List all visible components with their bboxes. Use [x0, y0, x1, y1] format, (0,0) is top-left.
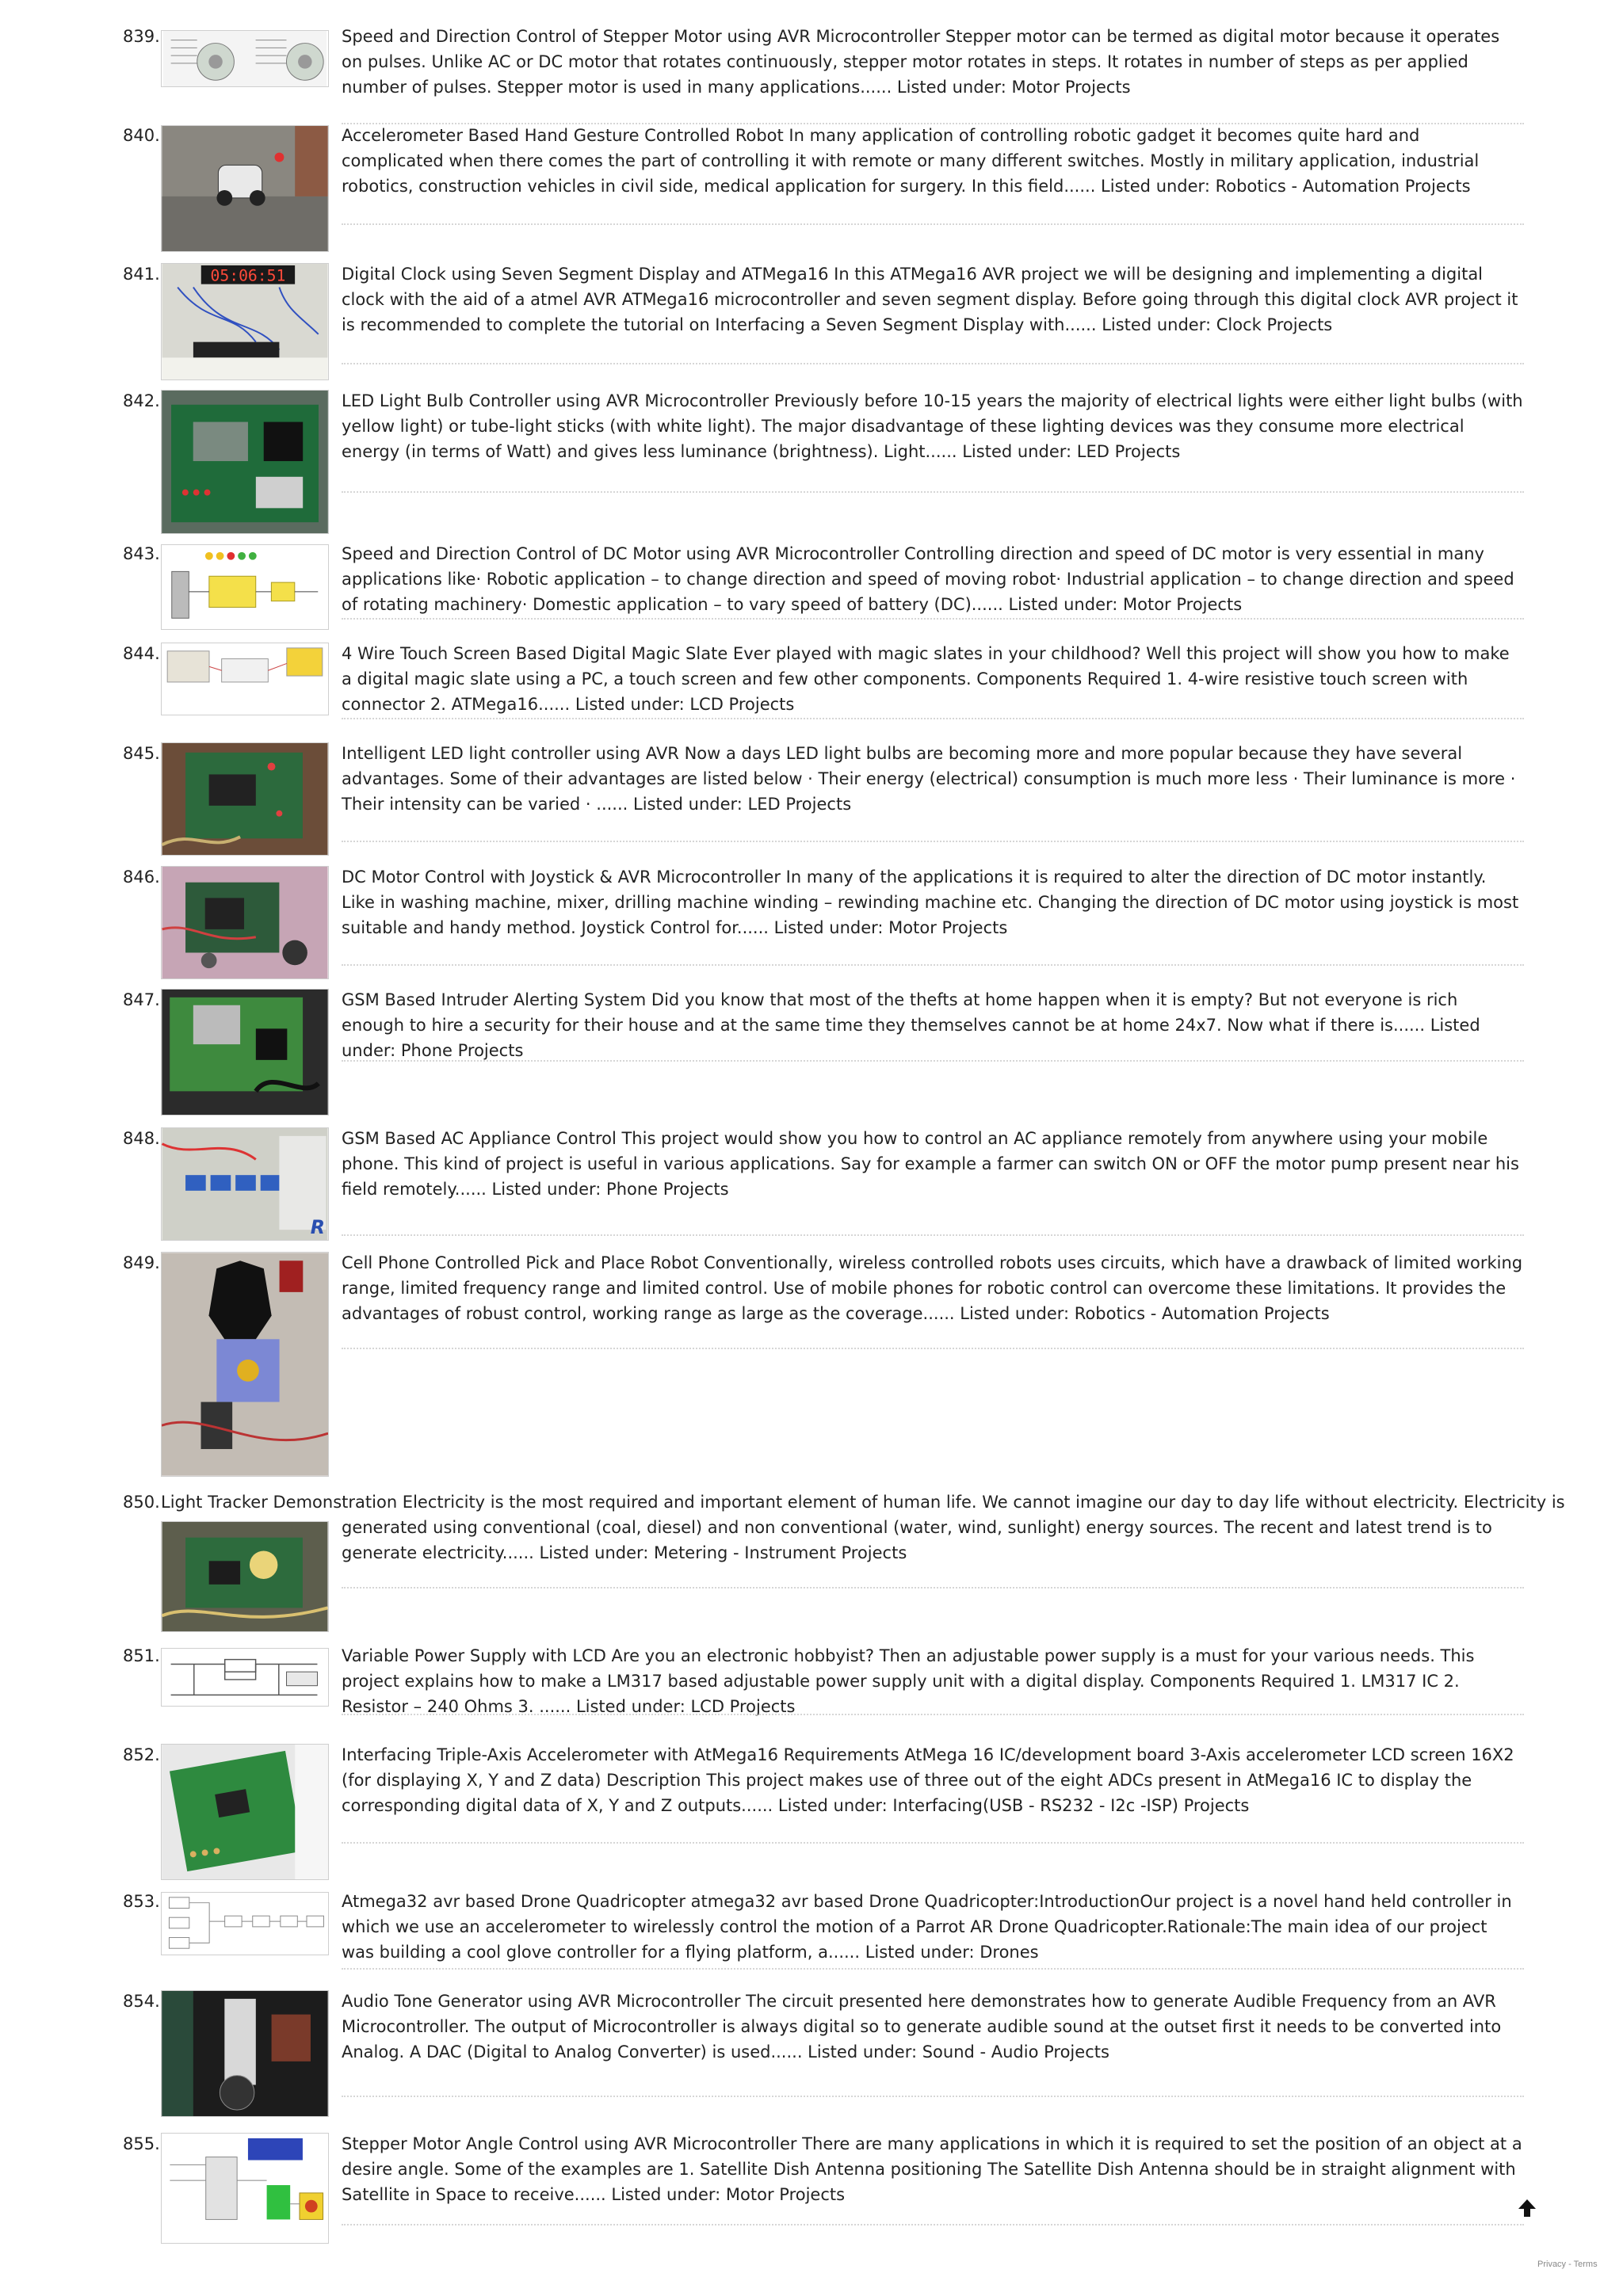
entry-number: 852.	[123, 1745, 160, 1764]
separator	[342, 1060, 1524, 1062]
entry-description[interactable]: DC Motor Control with Joystick & AVR Microcontroller In many of the applications it is required to alter the direction of DC motor instantly. Like in washing machine, mixer, drilling machine winding – rewinding machine etc. Changing the direction of DC motor using joystick is most suitable and handy method. Joystick Control for...... Listed under: Motor Projects	[342, 868, 1519, 937]
accelerometer-board-illustration	[162, 1745, 328, 1879]
thumbnail-image[interactable]	[161, 1744, 329, 1880]
power-schematic-illustration	[162, 1649, 328, 1706]
entry-description[interactable]: Atmega32 avr based Drone Quadricopter atmega32 avr based Drone Quadricopter:IntroductionOur project is a novel hand held controller in which we use an accelerometer to wirelessly control the motion of a Parrot AR Drone Quadricopter.Rationale:The main idea of our project was building a cool glove controller for a flying platform, a...... Listed under: Drones	[342, 1892, 1512, 1962]
thumbnail-image[interactable]	[161, 1648, 329, 1707]
separator	[342, 223, 1524, 225]
entry-number: 848.	[123, 1129, 160, 1148]
entry-number: 851.	[123, 1646, 160, 1665]
separator	[342, 1842, 1524, 1844]
entry-number: 846.	[123, 868, 160, 887]
thumbnail-image[interactable]	[161, 2133, 329, 2244]
footer-links[interactable]: Privacy - Terms	[1537, 2260, 1598, 2269]
separator	[342, 1587, 1524, 1589]
entry-description[interactable]: LED Light Bulb Controller using AVR Microcontroller Previously before 10-15 years the majority of electrical lights were either light bulbs (with yellow light) or tube-light sticks (with white light). The major disadvantage of these lighting devices was they consume more electrical energy (in terms of Watt) and gives less luminance (brightness). Light...... Listed under: LED Projects	[342, 391, 1523, 461]
separator	[342, 1714, 1524, 1715]
entry-description[interactable]: Intelligent LED light controller using AVR Now a days LED light bulbs are becoming more and more popular because they have several advantages. Some of their advantages are listed below · Their energy (electrical) consumption is much more less · Their luminance is more · Their intensity can be varied · ...... Listed under: LED Projects	[342, 744, 1516, 814]
thumbnail-image[interactable]	[161, 866, 329, 979]
entry-number: 854.	[123, 1992, 160, 2011]
entry-number: 847.	[123, 990, 160, 1009]
entry-title-inline[interactable]: Light Tracker Demonstration Electricity is the most required and important element of human life. We cannot imagine our day to day life without electricity. Electricity is	[161, 1493, 1565, 1512]
entry-description[interactable]: Accelerometer Based Hand Gesture Controlled Robot In many application of controlling robotic gadget it becomes quite hard and complicated when there comes the part of controlling it with remote or many different switches. Mostly in military application, industrial robotics, construction vehicles in civil side, medical application for surgery. In this field...... Listed under: Robotics - Automation Projects	[342, 126, 1480, 196]
thumbnail-image[interactable]	[161, 125, 329, 252]
separator	[342, 1234, 1524, 1236]
entry-number: 839.	[123, 27, 160, 46]
entry-number: 845.	[123, 744, 160, 763]
thumbnail-image[interactable]	[161, 263, 329, 380]
separator	[342, 491, 1524, 493]
entry-description[interactable]: GSM Based AC Appliance Control This project would show you how to control an AC appliance remotely from anywhere using your mobile phone. This kind of project is useful in various applications. Say for example a farmer can switch ON or OFF the motor pump present near his field remotely...... Listed under: Phone Projects	[342, 1129, 1519, 1199]
dev-board-illustration	[162, 391, 328, 533]
separator	[342, 2096, 1524, 2097]
dc-motor-diagram-illustration	[162, 545, 328, 629]
thumbnail-image[interactable]	[161, 390, 329, 534]
thumbnail-image[interactable]	[161, 30, 329, 87]
light-tracker-illustration	[162, 1522, 328, 1631]
thumbnail-image[interactable]	[161, 544, 329, 630]
thumbnail-image[interactable]	[161, 1252, 329, 1477]
entry-description[interactable]: generated using conventional (coal, diesel) and non conventional (water, wind, sunlight) energy sources. The recent and latest trend is to generate electricity...... Listed under: Metering - Instrument Projects	[342, 1518, 1492, 1562]
thumbnail-image[interactable]	[161, 989, 329, 1116]
svg-text:R: R	[310, 1216, 326, 1239]
separator	[342, 1968, 1524, 1970]
stepper-schematic-illustration	[162, 31, 328, 86]
robot-photo-illustration	[162, 126, 328, 251]
thumbnail-image[interactable]	[161, 1127, 329, 1241]
thumbnail-image[interactable]	[161, 643, 329, 715]
arrow-up-icon	[1515, 2196, 1539, 2220]
separator	[342, 718, 1524, 719]
joystick-photo-illustration	[162, 867, 328, 978]
thumbnail-image[interactable]	[161, 1892, 329, 1955]
relay-board-illustration	[162, 1128, 328, 1240]
separator	[342, 841, 1524, 842]
entry-number: 844.	[123, 644, 160, 663]
entry-description[interactable]: Digital Clock using Seven Segment Display and ATMega16 In this ATMega16 AVR project we will be designing and implementing a digital clock with the aid of a atmel AVR ATMega16 microcontroller and seven segment display. Before going through this digital clock AVR project it is recommended to complete the tutorial on Interfacing a Seven Segment Display with...... Listed under: Clock Projects	[342, 265, 1518, 334]
entry-number: 855.	[123, 2134, 160, 2153]
pick-place-robot-illustration	[162, 1253, 328, 1476]
seven-segment-clock-illustration	[162, 264, 328, 379]
stepper-angle-schematic-illustration	[162, 2134, 328, 2243]
audio-photo-illustration	[162, 1991, 328, 2116]
block-diagram-illustration	[162, 1893, 328, 1955]
entry-number: 842.	[123, 391, 160, 410]
separator	[342, 2224, 1524, 2225]
entry-description[interactable]: Variable Power Supply with LCD Are you an electronic hobbyist? Then an adjustable power supply is a must for your various needs. This project explains how to make a LM317 based adjustable power supply unit with a digital display. Components Required 1. LM317 IC 2. Resistor – 240 Ohms 3. ...... Listed under: LCD Projects	[342, 1646, 1475, 1716]
board-photo-illustration	[162, 743, 328, 855]
back-to-top-button[interactable]	[1515, 2196, 1539, 2220]
entry-description[interactable]: Audio Tone Generator using AVR Microcontroller The circuit presented here demonstrates how to generate Audible Frequency from an AVR Microcontroller. The output of Microcontroller is always digital so to generate audible sound at the outset first it needs to be converted into Analog. A DAC (Digital to Analog Converter) is used...... Listed under: Sound - Audio Projects	[342, 1992, 1502, 2061]
entry-number: 850.	[123, 1493, 160, 1512]
separator	[342, 363, 1524, 364]
entry-number: 840.	[123, 126, 160, 145]
entry-number: 849.	[123, 1253, 160, 1272]
thumbnail-image[interactable]	[161, 1521, 329, 1632]
separator	[342, 964, 1524, 966]
separator	[342, 1348, 1524, 1349]
entry-description[interactable]: Interfacing Triple-Axis Accelerometer with AtMega16 Requirements AtMega 16 IC/development board 3-Axis accelerometer LCD screen 16X2 (for displaying X, Y and Z data) Description This project makes use of three out of the eight ADCs present in AtMega16 IC to display the corresponding digital data of X, Y and Z outputs...... Listed under: Interfacing(USB - RS232 - I2c -ISP) Projects	[342, 1745, 1514, 1815]
entry-description[interactable]: Cell Phone Controlled Pick and Place Robot Conventionally, wireless controlled robots uses circuits, which have a drawback of limited working range, limited frequency range and limited control. Use of mobile phones for robotic control can overcome these limitations. It provides the advantages of robust control, working range as large as the coverage...... Listed under: Robotics - Automation Projects	[342, 1253, 1523, 1323]
entry-description[interactable]: 4 Wire Touch Screen Based Digital Magic Slate Ever played with magic slates in your childhood? Well this project will show you how to make a digital magic slate using a PC, a touch screen and few other components. Components Required 1. 4-wire resistive touch screen with connector 2. ATMega16...... Listed under: LCD Projects	[342, 644, 1510, 714]
touch-diagram-illustration	[162, 643, 328, 715]
thumbnail-image[interactable]	[161, 1990, 329, 2117]
entry-description[interactable]: Stepper Motor Angle Control using AVR Microcontroller There are many applications in which it is required to set the position of an object at a desire angle. Some of the examples are 1. Satellite Dish Antenna positioning The Satellite Dish Antenna should be in straight alignment with Satellite in Space to receive...... Listed under: Motor Projects	[342, 2134, 1522, 2204]
separator	[342, 618, 1524, 620]
clock-display: 05:06:51	[210, 266, 286, 285]
thumbnail-image[interactable]	[161, 742, 329, 856]
entry-description[interactable]: Speed and Direction Control of DC Motor using AVR Microcontroller Controlling direction and speed of DC motor is very essential in many applications like· Robotic application – to change direction and speed of moving robot· Industrial application – to change direction and speed of rotating machinery· Domestic application – to vary speed of battery (DC)...... Listed under: Motor Projects	[342, 544, 1514, 614]
entry-number: 841.	[123, 265, 160, 284]
entry-number: 853.	[123, 1892, 160, 1911]
entry-number: 843.	[123, 544, 160, 563]
entry-description[interactable]: GSM Based Intruder Alerting System Did you know that most of the thefts at home happen when it is empty? But not everyone is rich enough to hire a security for their house and at the same time they themselves cannot be at home 24x7. Now what if there is...... Listed under: Phone Projects	[342, 990, 1480, 1060]
entry-description[interactable]: Speed and Direction Control of Stepper Motor using AVR Microcontroller Stepper motor can be termed as digital motor because it operates on pulses. Unlike AC or DC motor that rotates continuously, stepper motor rotates in steps. It rotates in number of steps as per applied number of pulses. Stepper motor is used in many applications...... Listed under: Motor Projects	[342, 27, 1500, 97]
gsm-module-illustration	[162, 990, 328, 1115]
